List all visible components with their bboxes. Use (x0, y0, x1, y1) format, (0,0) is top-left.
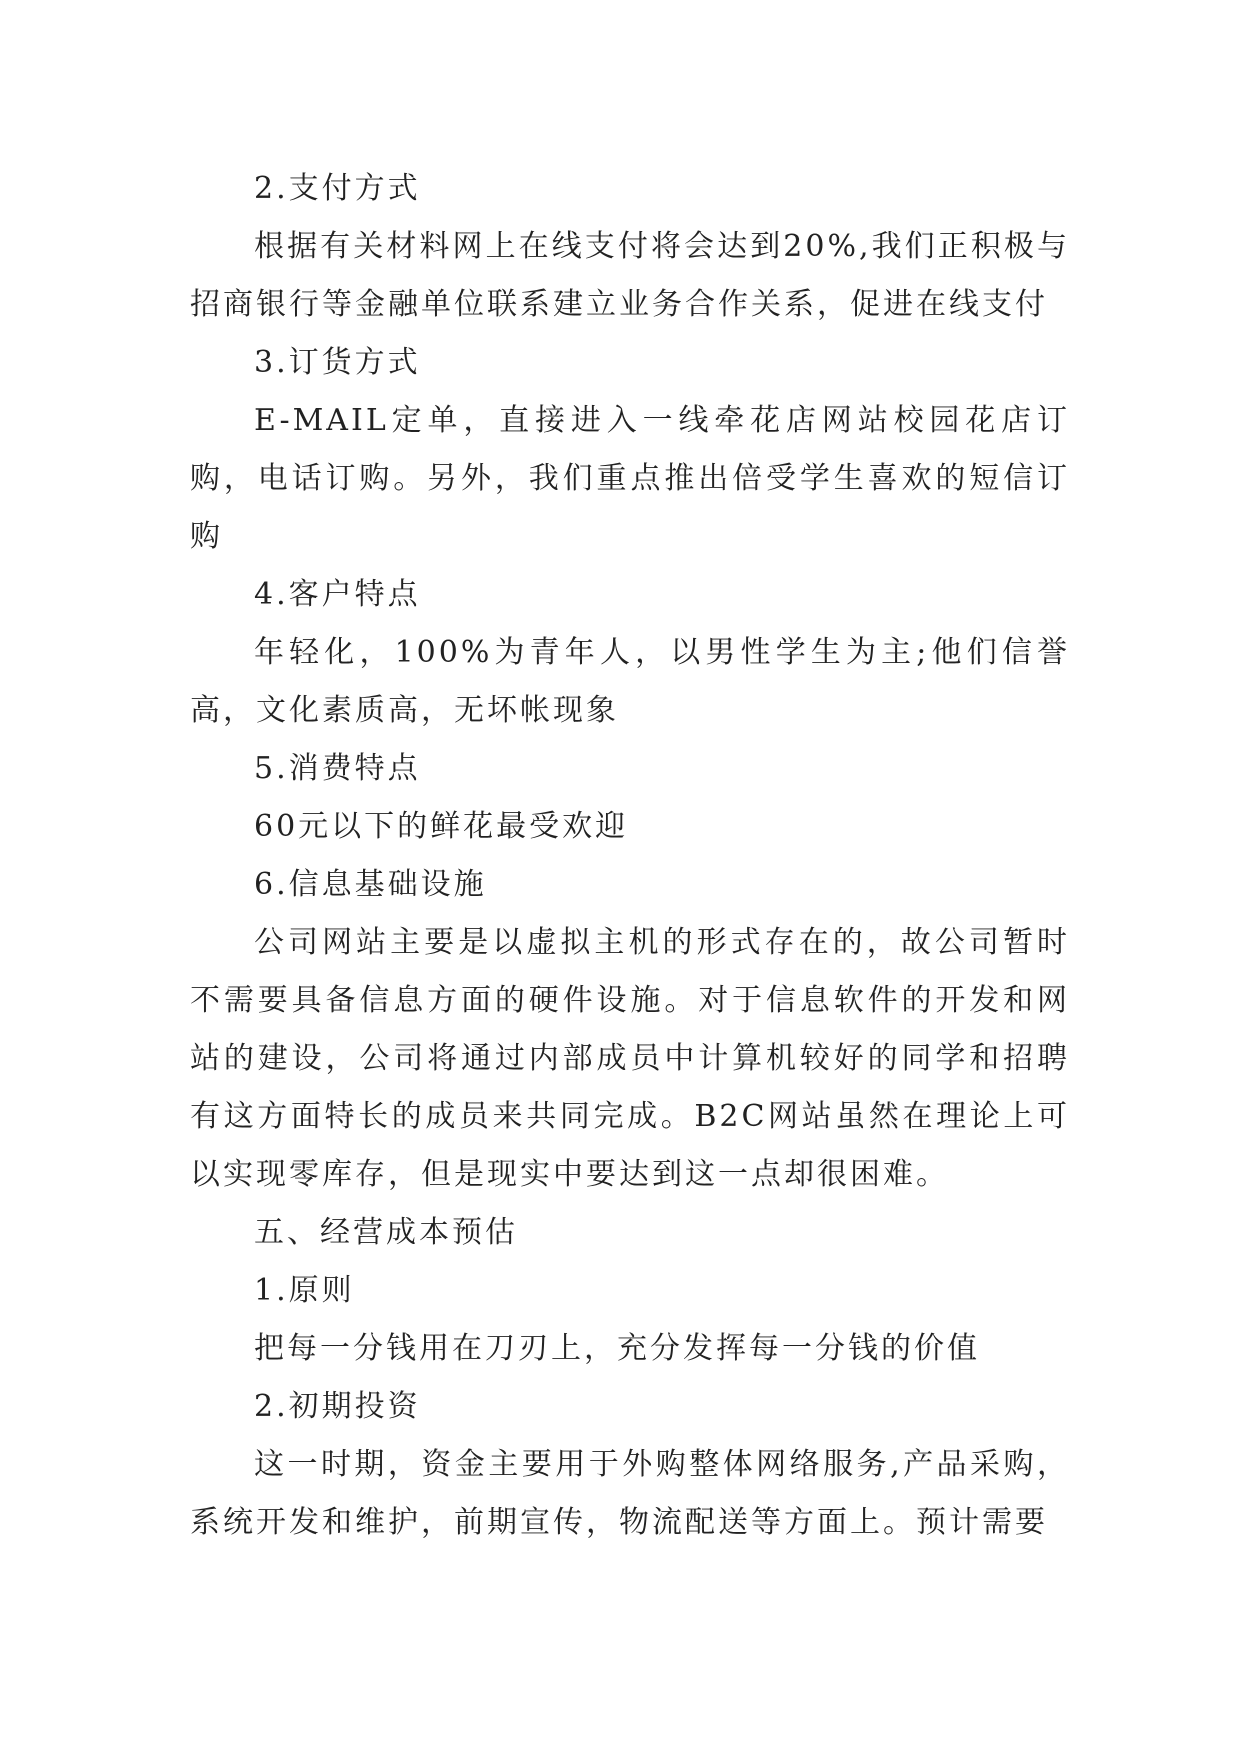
paragraph-principle: 把每一分钱用在刀刃上，充分发挥每一分钱的价值 (254, 1331, 980, 1366)
paragraph-consumption-traits: 60元以下的鲜花最受欢迎 (254, 809, 629, 844)
heading-info-infrastructure: 6.信息基础设施 (254, 867, 487, 902)
document-body (190, 160, 1070, 1552)
section-heading-cost-estimate: 五、经营成本预估 (254, 1215, 518, 1250)
heading-initial-investment: 2.初期投资 (254, 1389, 421, 1424)
paragraph-customer-traits: 年轻化，100%为青年人，以男性学生为主;他们信誉高，文化素质高，无坏帐现象 (190, 635, 1070, 728)
paragraph-info-infrastructure: 公司网站主要是以虚拟主机的形式存在的，故公司暂时不需要具备信息方面的硬件设施。对于信息软件的开发和网站的建设，公司将通过内部成员中计算机较好的同学和招聘有这方面特长的成员来共同完成。B2C网站虽然在理论上可以实现零库存，但是现实中要达到这一点却很困难。 (190, 925, 1070, 1192)
heading-order-method: 3.订货方式 (254, 345, 421, 380)
heading-customer-traits: 4.客户特点 (254, 577, 421, 612)
paragraph-initial-investment: 这一时期，资金主要用于外购整体网络服务,产品采购，系统开发和维护，前期宣传，物流配送等方面上。预计需要 (190, 1447, 1070, 1540)
heading-consumption-traits: 5.消费特点 (254, 751, 421, 786)
heading-payment-method: 2.支付方式 (254, 171, 421, 206)
heading-principle: 1.原则 (254, 1273, 355, 1308)
paragraph-payment-method: 根据有关材料网上在线支付将会达到20%,我们正积极与招商银行等金融单位联系建立业务合作关系，促进在线支付 (190, 229, 1070, 322)
paragraph-order-method: E-MAIL定单，直接进入一线牵花店网站校园花店订购，电话订购。另外，我们重点推出倍受学生喜欢的短信订购 (190, 403, 1070, 554)
